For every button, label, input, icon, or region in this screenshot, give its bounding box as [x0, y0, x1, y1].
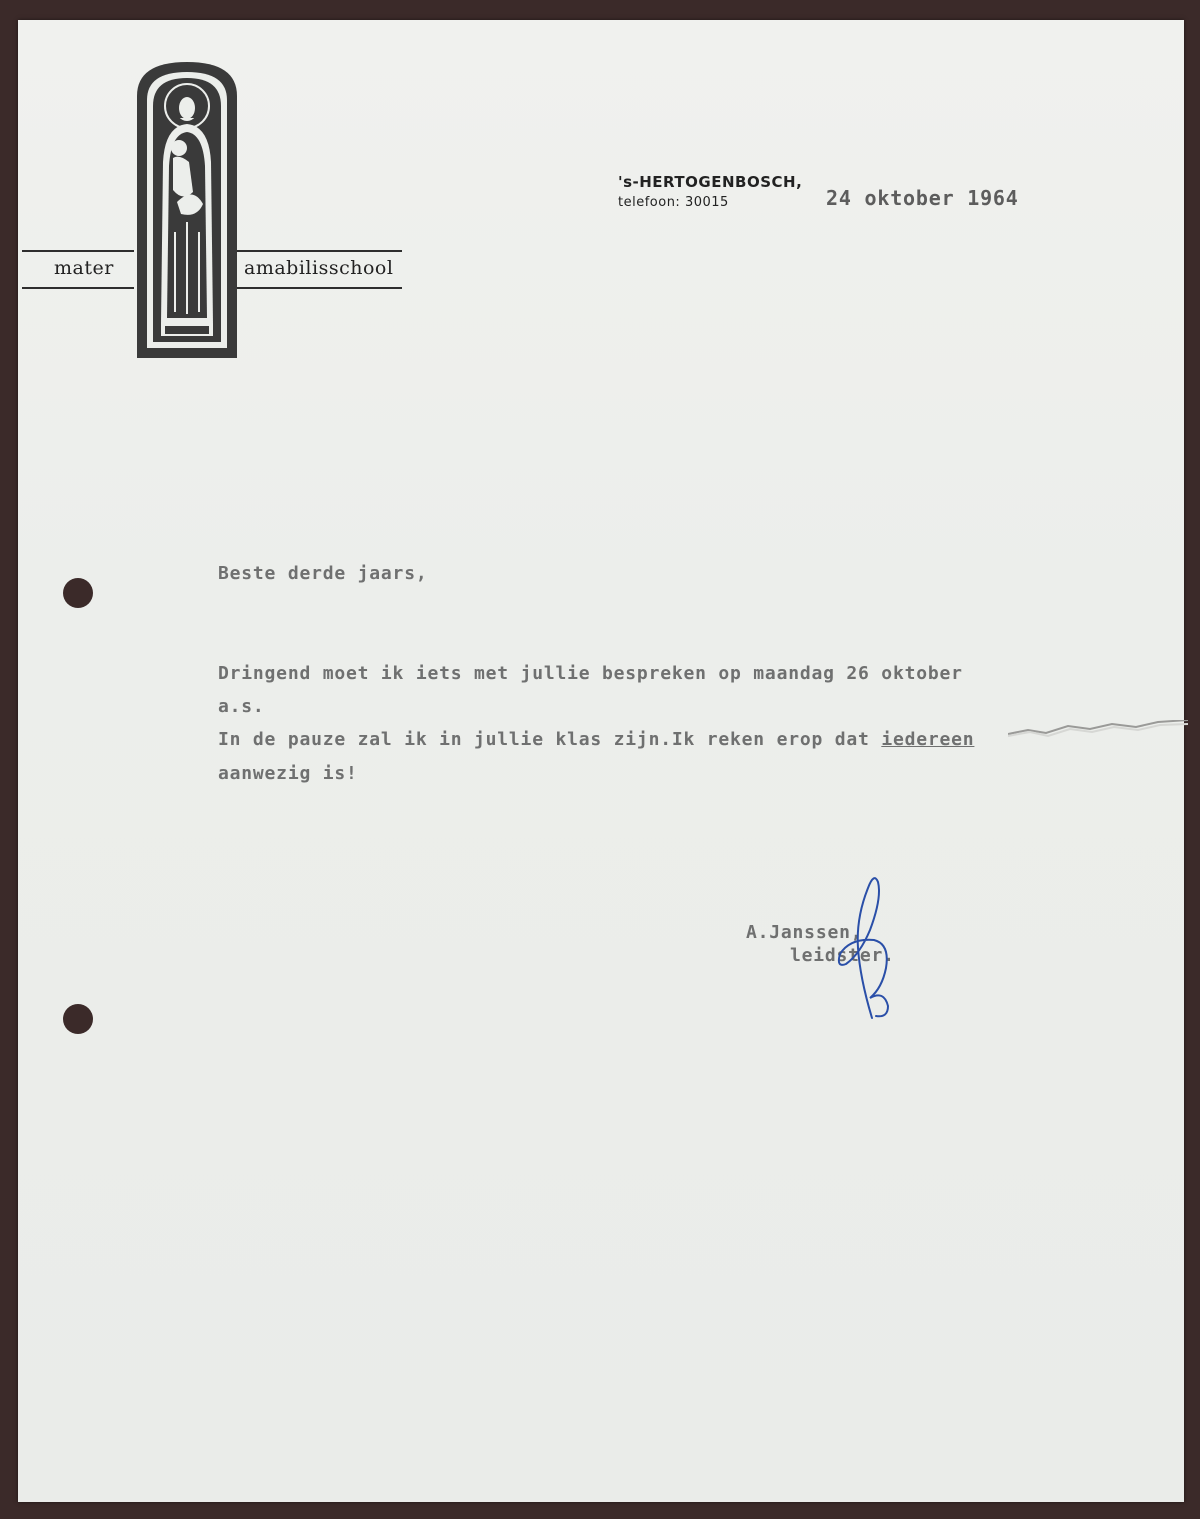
- letterhead-rule: [22, 250, 134, 252]
- punch-hole-top: [63, 578, 93, 608]
- letter-body-line-3: [218, 729, 974, 750]
- letter-body-line-1: Dringend moet ik iets met jullie bespreken op maandag 26 oktober: [218, 663, 963, 684]
- letter-body-line-3-text: In de pauze zal ik in jullie klas zijn.Ik reken erop dat: [218, 729, 882, 750]
- letterhead-school-name: amabilisschool: [244, 257, 394, 279]
- letter-date: 24 oktober 1964: [826, 186, 1019, 210]
- letterhead-mater: mater: [54, 257, 114, 279]
- letterhead-city: 's-HERTOGENBOSCH,: [618, 173, 803, 191]
- letter-salutation: Beste derde jaars,: [218, 563, 428, 584]
- letterhead-phone: telefoon: 30015: [618, 195, 729, 210]
- letter-sheet: [18, 20, 1184, 1502]
- letter-body-line-2: a.s.: [218, 696, 265, 717]
- letterhead-rule: [232, 287, 402, 289]
- letter-body-line-4: aanwezig is!: [218, 763, 358, 784]
- signer-title: leidster.: [790, 945, 895, 966]
- madonna-statue-emblem: [137, 62, 237, 358]
- letterhead-rule: [232, 250, 402, 252]
- punch-hole-bottom: [63, 1004, 93, 1034]
- letterhead-rule: [22, 287, 134, 289]
- handwritten-signature: [830, 868, 920, 1028]
- paper-tear: [1008, 720, 1188, 750]
- underlined-word: iedereen: [881, 729, 975, 750]
- signer-name: A.Janssen,: [746, 922, 863, 943]
